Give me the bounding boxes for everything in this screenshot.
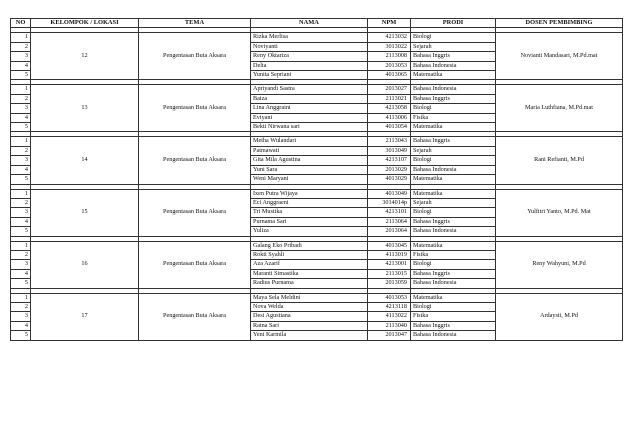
member-no: 2 bbox=[11, 94, 31, 103]
dosen-cell: Ardaysti, M.Pd bbox=[496, 293, 623, 340]
member-nama: Reny Oktariza bbox=[251, 52, 368, 61]
member-prodi: Matematika bbox=[411, 293, 496, 302]
member-npm: 4113006 bbox=[368, 113, 411, 122]
member-prodi: Matematika bbox=[411, 123, 496, 132]
member-prodi: Bahasa Inggris bbox=[411, 52, 496, 61]
header-kelompok: KELOMPOK / LOKASI bbox=[31, 19, 139, 28]
member-npm: 3013049 bbox=[368, 146, 411, 155]
member-npm: 4213001 bbox=[368, 260, 411, 269]
dosen-cell: Rani Refianti, M.Pd bbox=[496, 137, 623, 184]
member-nama: Yunita Sepriani bbox=[251, 71, 368, 80]
member-nama: Maya Sela Meldini bbox=[251, 293, 368, 302]
member-prodi: Matematika bbox=[411, 189, 496, 198]
tema-cell: Pengentasan Buta Aksara bbox=[139, 241, 251, 288]
member-npm: 4213032 bbox=[368, 33, 411, 42]
member-nama: Ixen Putra Wijaya bbox=[251, 189, 368, 198]
kelompok-cell: 12 bbox=[31, 33, 139, 80]
member-prodi: Fisika bbox=[411, 250, 496, 259]
member-prodi: Sejarah bbox=[411, 198, 496, 207]
member-nama: Eci Anggraeni bbox=[251, 198, 368, 207]
kelompok-cell: 15 bbox=[31, 189, 139, 236]
member-npm: 4113022 bbox=[368, 312, 411, 321]
member-npm: 2013059 bbox=[368, 279, 411, 288]
member-prodi: Biologi bbox=[411, 260, 496, 269]
member-no: 3 bbox=[11, 208, 31, 217]
member-nama: Delta bbox=[251, 61, 368, 70]
member-npm: 2113043 bbox=[368, 137, 411, 146]
member-no: 5 bbox=[11, 331, 31, 340]
dosen-cell: Yulfitri Yanto, M.Pd. Mat bbox=[496, 189, 623, 236]
member-npm: 2113008 bbox=[368, 52, 411, 61]
kelompok-cell: 14 bbox=[31, 137, 139, 184]
member-nama: Eviyani bbox=[251, 113, 368, 122]
member-no: 5 bbox=[11, 279, 31, 288]
member-npm: 2013053 bbox=[368, 61, 411, 70]
member-npm: 4013029 bbox=[368, 175, 411, 184]
member-nama: Maranti Simastika bbox=[251, 269, 368, 278]
header-tema: TEMA bbox=[139, 19, 251, 28]
member-nama: Baiza bbox=[251, 94, 368, 103]
member-prodi: Fisika bbox=[411, 113, 496, 122]
header-no: NO bbox=[11, 19, 31, 28]
member-nama: Yeni Karmila bbox=[251, 331, 368, 340]
member-nama: Noviyanti bbox=[251, 42, 368, 51]
member-npm: 2013047 bbox=[368, 331, 411, 340]
member-prodi: Sejarah bbox=[411, 42, 496, 51]
dosen-cell: Maria Luthfiana, M.Pd.mat bbox=[496, 85, 623, 132]
member-no: 3 bbox=[11, 52, 31, 61]
member-no: 3 bbox=[11, 104, 31, 113]
kelompok-cell: 17 bbox=[31, 293, 139, 340]
dosen-cell: Reny Wahyuni, M.Pd bbox=[496, 241, 623, 288]
member-prodi: Sejarah bbox=[411, 146, 496, 155]
dosen-cell: Novianti Mandasari, M.Pd.mat bbox=[496, 33, 623, 80]
kelompok-cell: 16 bbox=[31, 241, 139, 288]
table-row bbox=[11, 85, 623, 94]
member-nama: Radius Purnama bbox=[251, 279, 368, 288]
kelompok-cell: 13 bbox=[31, 85, 139, 132]
member-prodi: Matematika bbox=[411, 175, 496, 184]
member-no: 2 bbox=[11, 42, 31, 51]
member-prodi: Bahasa Indonesia bbox=[411, 61, 496, 70]
member-no: 3 bbox=[11, 260, 31, 269]
table-row bbox=[11, 241, 623, 250]
header-nama: NAMA bbox=[251, 19, 368, 28]
table-row bbox=[11, 189, 623, 198]
member-no: 1 bbox=[11, 293, 31, 302]
member-nama: Rizka Merlisa bbox=[251, 33, 368, 42]
member-no: 5 bbox=[11, 227, 31, 236]
member-prodi: Matematika bbox=[411, 241, 496, 250]
tema-cell: Pengentasan Buta Aksara bbox=[139, 189, 251, 236]
member-npm: 4013065 bbox=[368, 71, 411, 80]
member-no: 1 bbox=[11, 85, 31, 94]
table-row bbox=[11, 137, 623, 146]
member-npm: 4213058 bbox=[368, 104, 411, 113]
header-npm: NPM bbox=[368, 19, 411, 28]
member-nama: Yuliza bbox=[251, 227, 368, 236]
member-prodi: Bahasa Inggris bbox=[411, 137, 496, 146]
member-no: 5 bbox=[11, 71, 31, 80]
tema-cell: Pengentasan Buta Aksara bbox=[139, 85, 251, 132]
member-no: 4 bbox=[11, 269, 31, 278]
member-prodi: Biologi bbox=[411, 302, 496, 311]
member-nama: Apriyandi Sastra bbox=[251, 85, 368, 94]
tema-cell: Pengentasan Buta Aksara bbox=[139, 33, 251, 80]
member-prodi: Bahasa Indonesia bbox=[411, 227, 496, 236]
member-nama: Aza Azarif bbox=[251, 260, 368, 269]
member-no: 1 bbox=[11, 33, 31, 42]
member-no: 3 bbox=[11, 312, 31, 321]
member-prodi: Bahasa Indonesia bbox=[411, 85, 496, 94]
member-npm: 2013064 bbox=[368, 227, 411, 236]
member-no: 2 bbox=[11, 302, 31, 311]
member-no: 2 bbox=[11, 146, 31, 155]
member-prodi: Biologi bbox=[411, 156, 496, 165]
member-no: 3 bbox=[11, 156, 31, 165]
tema-cell: Pengentasan Buta Aksara bbox=[139, 293, 251, 340]
member-npm: 2113021 bbox=[368, 94, 411, 103]
member-no: 4 bbox=[11, 321, 31, 330]
member-nama: Galang Eko Pribadi bbox=[251, 241, 368, 250]
member-no: 2 bbox=[11, 250, 31, 259]
header-row bbox=[11, 19, 623, 28]
member-no: 1 bbox=[11, 137, 31, 146]
member-npm: 4213118 bbox=[368, 302, 411, 311]
member-nama: Lina Anggraini bbox=[251, 104, 368, 113]
member-prodi: Bahasa Indonesia bbox=[411, 331, 496, 340]
member-no: 5 bbox=[11, 175, 31, 184]
member-nama: Tri Mustika bbox=[251, 208, 368, 217]
member-no: 2 bbox=[11, 198, 31, 207]
member-npm: 4013053 bbox=[368, 293, 411, 302]
member-no: 4 bbox=[11, 113, 31, 122]
member-npm: 4013049 bbox=[368, 189, 411, 198]
member-prodi: Bahasa Inggris bbox=[411, 217, 496, 226]
member-npm: 4013054 bbox=[368, 123, 411, 132]
table-row bbox=[11, 33, 623, 42]
member-nama: Yuni Sara bbox=[251, 165, 368, 174]
tema-cell: Pengentasan Buta Aksara bbox=[139, 137, 251, 184]
member-prodi: Biologi bbox=[411, 208, 496, 217]
member-prodi: Matematika bbox=[411, 71, 496, 80]
member-no: 1 bbox=[11, 189, 31, 198]
member-prodi: Bahasa Inggris bbox=[411, 321, 496, 330]
member-prodi: Biologi bbox=[411, 33, 496, 42]
member-nama: Nova Welda bbox=[251, 302, 368, 311]
member-nama: Ratna Sari bbox=[251, 321, 368, 330]
member-prodi: Biologi bbox=[411, 104, 496, 113]
member-npm: 4213101 bbox=[368, 208, 411, 217]
member-nama: Rokti Syahli bbox=[251, 250, 368, 259]
header-prodi: PRODI bbox=[411, 19, 496, 28]
member-npm: 3013022 bbox=[368, 42, 411, 51]
member-nama: Bekti Nirwana sari bbox=[251, 123, 368, 132]
member-no: 4 bbox=[11, 217, 31, 226]
member-prodi: Fisika bbox=[411, 312, 496, 321]
member-prodi: Bahasa Inggris bbox=[411, 94, 496, 103]
header-dosen: DOSEN PEMBIMBING bbox=[496, 19, 623, 28]
member-npm: 2113040 bbox=[368, 321, 411, 330]
assignment-table bbox=[10, 18, 623, 341]
member-npm: 4113019 bbox=[368, 250, 411, 259]
member-no: 1 bbox=[11, 241, 31, 250]
member-nama: Patmawati bbox=[251, 146, 368, 155]
member-npm: 4213107 bbox=[368, 156, 411, 165]
member-npm: 2113015 bbox=[368, 269, 411, 278]
member-no: 4 bbox=[11, 165, 31, 174]
member-nama: Purnama Sari bbox=[251, 217, 368, 226]
member-prodi: Bahasa Indonesia bbox=[411, 279, 496, 288]
member-prodi: Bahasa Inggris bbox=[411, 269, 496, 278]
member-npm: 2013027 bbox=[368, 85, 411, 94]
member-npm: 4013045 bbox=[368, 241, 411, 250]
table-row bbox=[11, 293, 623, 302]
member-nama: Desi Agustiana bbox=[251, 312, 368, 321]
member-npm: 2113064 bbox=[368, 217, 411, 226]
member-no: 5 bbox=[11, 123, 31, 132]
member-nama: Weni Maryani bbox=[251, 175, 368, 184]
member-nama: Gita Mila Agustina bbox=[251, 156, 368, 165]
member-npm: 3014014p bbox=[368, 198, 411, 207]
member-nama: Metha Wulandari bbox=[251, 137, 368, 146]
member-no: 4 bbox=[11, 61, 31, 70]
member-npm: 2013029 bbox=[368, 165, 411, 174]
member-prodi: Bahasa Indonesia bbox=[411, 165, 496, 174]
